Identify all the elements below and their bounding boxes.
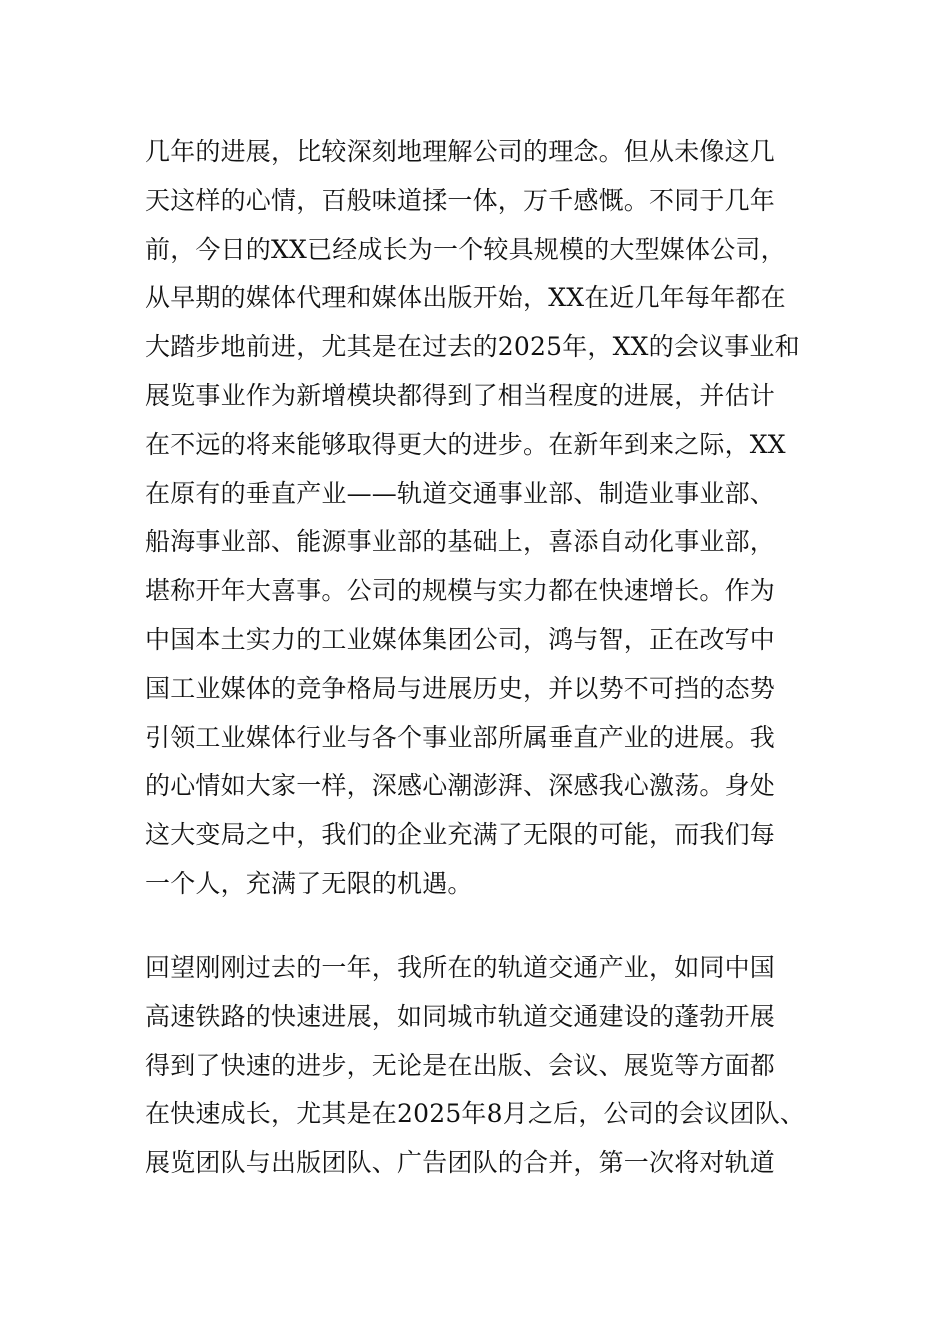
paragraph-1 [145, 128, 825, 909]
text-line: 从早期的媒体代理和媒体出版开始，XX在近几年每年都在 [145, 283, 786, 313]
text-line: 中国本土实力的工业媒体集团公司，鸿与智，正在改写中 [145, 624, 776, 654]
text-line: 船海事业部、能源事业部的基础上，喜添自动化事业部， [145, 527, 776, 557]
text-line: 回望刚刚过去的一年，我所在的轨道交通产业，如同中国 [145, 953, 776, 982]
text-line: 在不远的将来能够取得更大的进步。在新年到来之际，XX [145, 429, 786, 459]
text-line: 高速铁路的快速进展，如同城市轨道交通建设的蓬勃开展 [145, 1001, 776, 1031]
text-line: 堪称开年大喜事。公司的规模与实力都在快速增长。作为 [145, 576, 776, 606]
text-line: 天这样的心情，百般味道揉一体，万千感慨。不同于几年 [145, 185, 776, 215]
text-line: 在原有的垂直产业——轨道交通事业部、制造业事业部、 [145, 478, 776, 508]
text-line: 引领工业媒体行业与各个事业部所属垂直产业的进展。我 [145, 722, 776, 752]
text-line: 前，今日的XX已经成长为一个较具规模的大型媒体公司， [145, 234, 786, 264]
text-line: 的心情如大家一样，深感心潮澎湃、深感我心激荡。身处 [145, 771, 776, 801]
text-line: 大踏步地前进，尤其是在过去的2025年，XX的会议事业和 [145, 332, 800, 362]
text-line: 这大变局之中，我们的企业充满了无限的可能，而我们每 [145, 820, 776, 850]
text-line: 一个人，充满了无限的机遇。 [145, 868, 473, 898]
paragraph-2 [145, 944, 825, 1188]
text-line: 展览团队与出版团队、广告团队的合并，第一次将对轨道 [145, 1148, 776, 1178]
text-line: 展览事业作为新增模块都得到了相当程度的进展，并估计 [145, 380, 776, 410]
text-line: 得到了快速的进步，无论是在出版、会议、展览等方面都 [145, 1050, 776, 1080]
text-line: 国工业媒体的竞争格局与进展历史，并以势不可挡的态势 [145, 673, 776, 703]
text-line: 在快速成长，尤其是在2025年8月之后，公司的会议团队、 [145, 1099, 806, 1129]
text-line: 几年的进展，比较深刻地理解公司的理念。但从未像这几 [145, 137, 776, 166]
